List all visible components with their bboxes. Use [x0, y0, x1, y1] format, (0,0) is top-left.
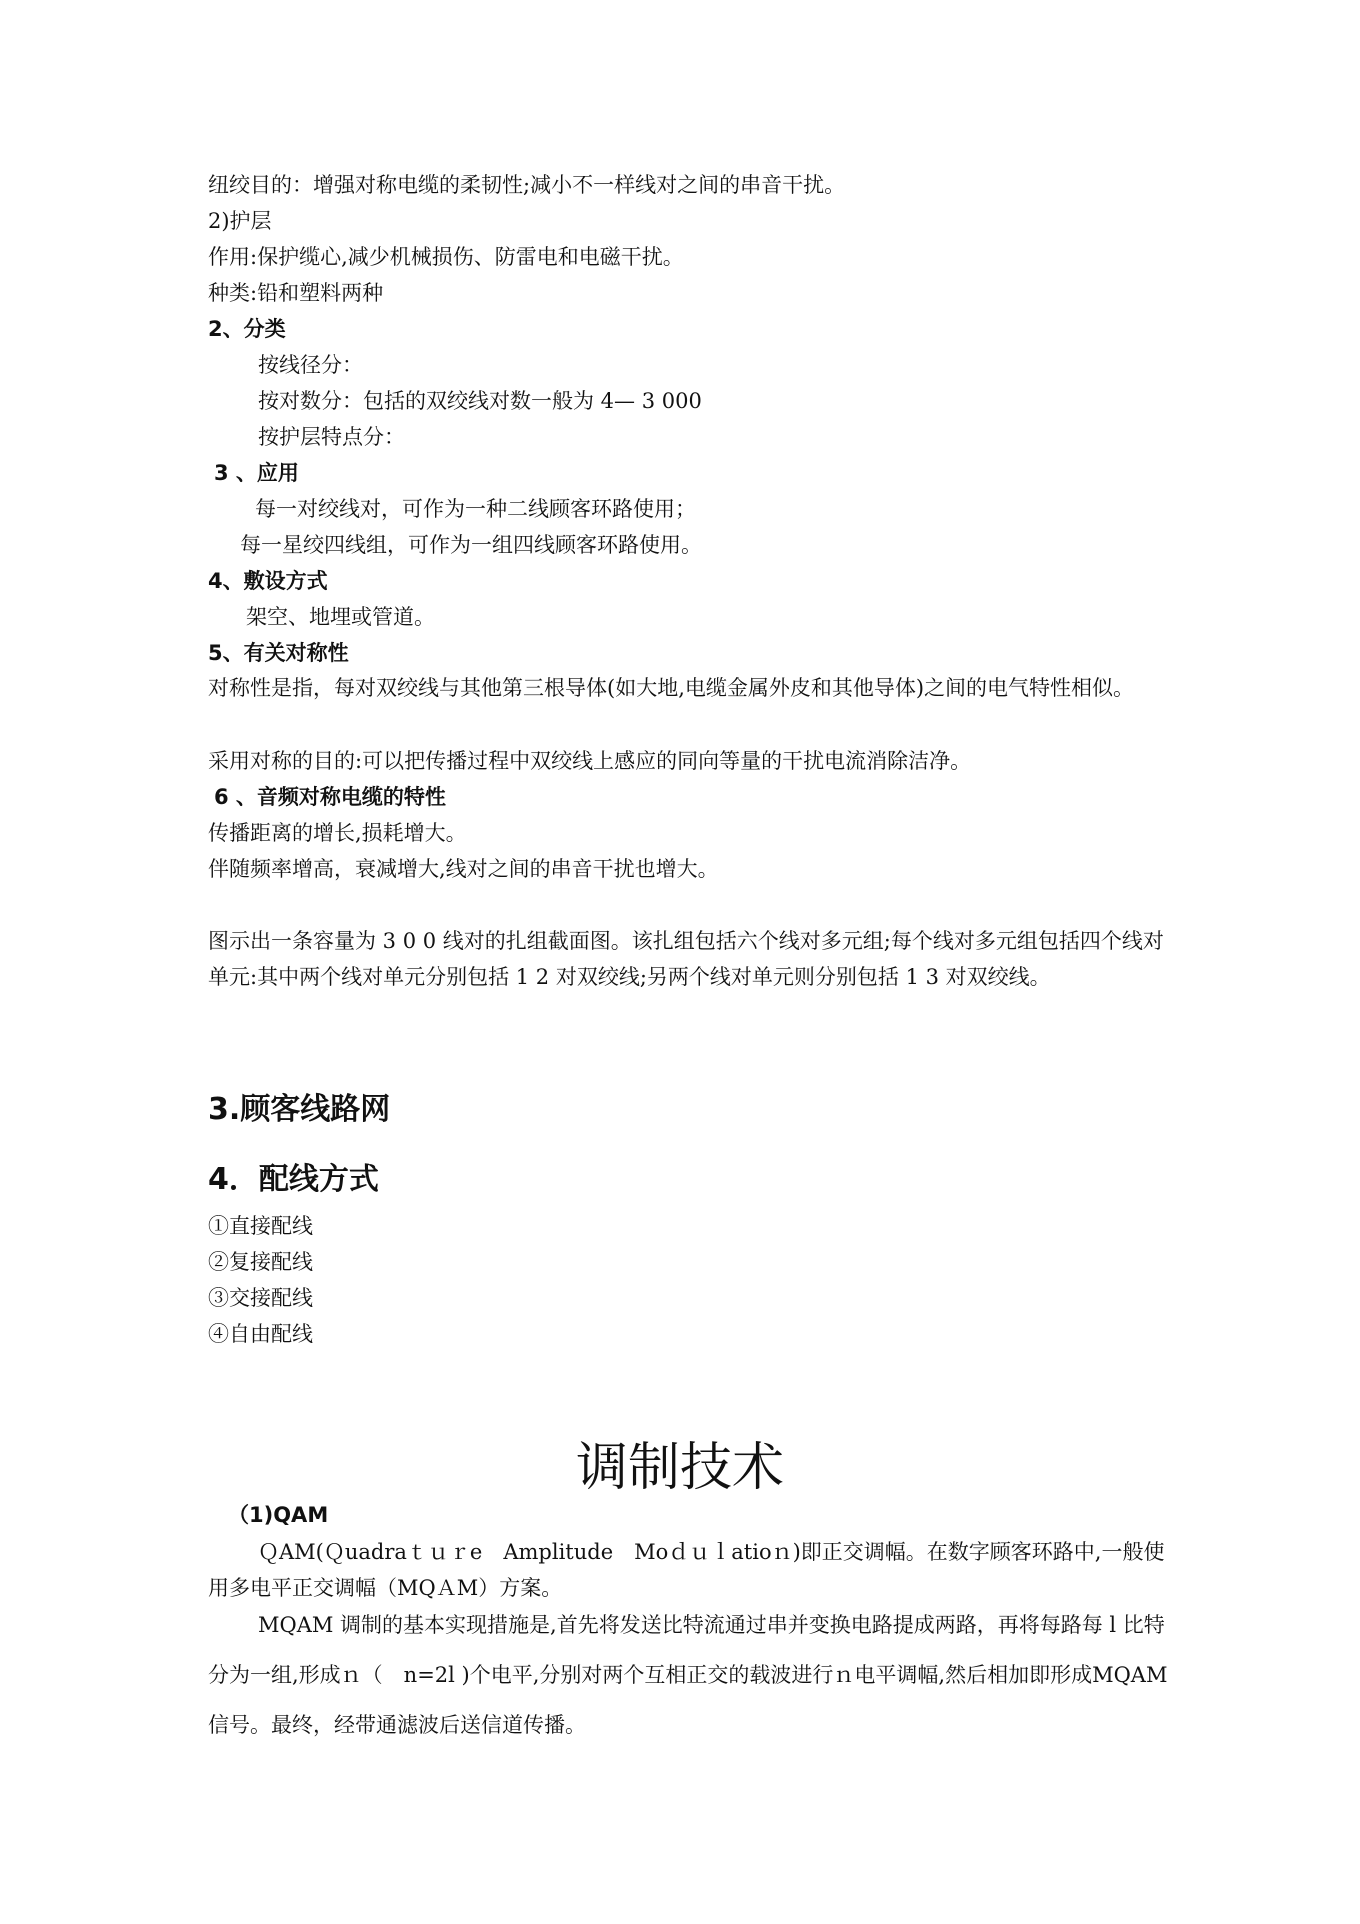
- heading-laying: 4、敷设方式: [208, 569, 328, 593]
- heading-application: 3 、应用: [214, 461, 299, 485]
- symmetry-purpose: 采用对称的目的:可以把传播过程中双绞线上感应的同向等量的干扰电流消除洁净。: [208, 749, 972, 773]
- wiring-item-cross: ③交接配线: [208, 1286, 313, 1310]
- application-pair: 每一对绞线对，可作为一种二线顾客环路使用；: [255, 497, 696, 521]
- heading-audio-cable: 6 、音频对称电缆的特性: [214, 785, 446, 809]
- sheath-types: 种类:铅和塑料两种: [208, 281, 384, 305]
- section-wiring-method: 4．配线方式: [208, 1162, 379, 1197]
- twist-purpose: 纽绞目的：增强对称电缆的柔韧性;减小不一样线对之间的串音干扰。: [208, 173, 846, 197]
- classify-by-sheath: 按护层特点分：: [258, 425, 405, 449]
- classify-by-diameter: 按线径分：: [258, 353, 363, 377]
- audio-loss: 传播距离的增长,损耗增大。: [208, 821, 467, 845]
- modulation-title: 调制技术: [575, 1438, 784, 1498]
- mqam-paragraph: MQAM 调制的基本实现措施是,首先将发送比特流通过串并变换电路提成两路，再将每路每 l 比特分为一组,形成ｎ（ n=2l )个电平,分别对两个互相正交的载波进行ｎ电平调幅,然后相加即形成MQAM 信号。最终，经带通滤波后送信道传播。: [208, 1613, 1168, 1737]
- symmetry-definition: 对称性是指，每对双绞线与其他第三根导体(如大地,电缆金属外皮和其他导体)之间的电气特性相似。: [208, 676, 1135, 700]
- heading-classification: 2、分类: [208, 317, 286, 341]
- classify-by-pairs: 按对数分：包括的双绞线对数一般为 4— 3 000: [258, 389, 702, 413]
- sheath-heading: 2)护层: [208, 209, 272, 233]
- audio-attenuation: 伴随频率增高，衰减增大,线对之间的串音干扰也增大。: [208, 857, 719, 881]
- laying-methods: 架空、地埋或管道。: [246, 605, 435, 629]
- application-quad: 每一星绞四线组，可作为一组四线顾客环路使用。: [240, 533, 702, 557]
- wiring-item-free: ④自由配线: [208, 1322, 313, 1346]
- section-customer-network: 3.顾客线路网: [208, 1092, 391, 1127]
- heading-symmetry: 5、有关对称性: [208, 641, 349, 665]
- qam-paragraph: ＱAM(Ｑuadraｔｕｒe Amplitude Moｄｕｌatioｎ)即正交调幅。在数字顾客环路中,一般使用多电平正交调幅（MQＡM）方案。: [208, 1540, 1165, 1600]
- sheath-function: 作用:保护缆心,减少机械损伤、防雷电和电磁干扰。: [208, 245, 684, 269]
- wiring-item-direct: ①直接配线: [208, 1214, 313, 1238]
- bundle-description: 图示出一条容量为 3 0 0 线对的扎组截面图。该扎组包括六个线对多元组;每个线对多元组包括四个线对单元:其中两个线对单元分别包括 1 2 对双绞线;另两个线对单元则分别包括 1 3 对双绞线。: [208, 929, 1164, 989]
- wiring-item-multiple: ②复接配线: [208, 1250, 313, 1274]
- qam-heading: （1)QAM: [228, 1503, 329, 1527]
